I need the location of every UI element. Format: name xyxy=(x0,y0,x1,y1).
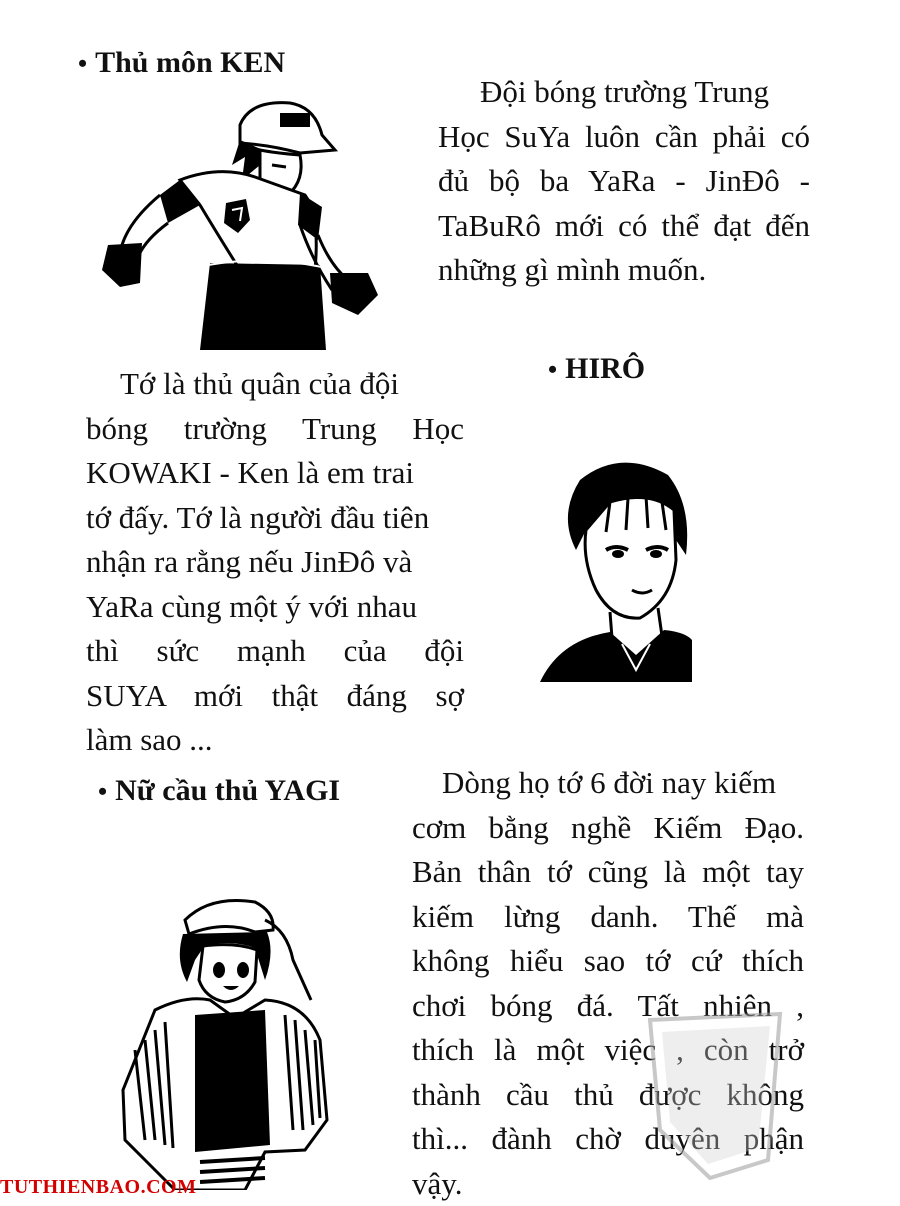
text-line: những gì mình muốn. xyxy=(438,248,810,293)
yagi-player-illustration xyxy=(115,890,340,1190)
text-line: tớ đấy. Tớ là người đầu tiên xyxy=(86,496,464,541)
text-line: vậy. xyxy=(412,1162,804,1206)
text-line: Đội bóng trường Trung xyxy=(438,70,810,115)
text-line: thành cầu thủ được không xyxy=(412,1073,804,1118)
text-line: YaRa cùng một ý với nhau xyxy=(86,585,464,630)
bullet: • xyxy=(548,355,557,384)
text-line: cơm bằng nghề Kiếm Đạo. xyxy=(412,806,804,851)
text-line: không hiểu sao tớ cứ thích xyxy=(412,939,804,984)
text-line: thì... đành chờ duyên phận xyxy=(412,1117,804,1162)
text-line: kiếm lừng danh. Thế mà xyxy=(412,895,804,940)
publisher-stamp-logo xyxy=(640,1010,790,1185)
site-watermark: TUTHIENBAO.COM xyxy=(0,1176,196,1199)
text-line: SUYA mới thật đáng sợ xyxy=(86,674,464,719)
ken-heading-text: Thủ môn KEN xyxy=(95,46,285,79)
yagi-heading xyxy=(98,774,340,808)
text-line: chơi bóng đá. Tất nhiên , xyxy=(412,984,804,1029)
text-line: làm sao ... xyxy=(86,718,464,763)
ken-captain-text xyxy=(86,362,464,763)
text-line: nhận ra rằng nếu JinĐô và xyxy=(86,540,464,585)
hiro-heading xyxy=(548,352,645,386)
hiro-heading-text: HIRÔ xyxy=(565,352,645,385)
ken-heading xyxy=(78,46,285,80)
yagi-heading-text: Nữ cầu thủ YAGI xyxy=(115,774,340,807)
bullet: • xyxy=(78,49,87,78)
text-line: TaBuRô mới có thể đạt đến xyxy=(438,204,810,249)
text-line: đủ bộ ba YaRa - JinĐô - xyxy=(438,159,810,204)
text-line: Dòng họ tớ 6 đời nay kiếm xyxy=(412,761,804,806)
text-line: bóng trường Trung Học xyxy=(86,407,464,452)
text-line: thích là một việc , còn trở xyxy=(412,1028,804,1073)
text-line: Bản thân tớ cũng là một tay xyxy=(412,850,804,895)
ken-intro-text xyxy=(438,70,810,293)
text-line: thì sức mạnh của đội xyxy=(86,629,464,674)
text-line: Học SuYa luôn cần phải có xyxy=(438,115,810,160)
text-line: Tớ là thủ quân của đội xyxy=(86,362,464,407)
hiro-portrait-illustration xyxy=(540,450,700,690)
bullet: • xyxy=(98,777,107,806)
text-line: KOWAKI - Ken là em trai xyxy=(86,451,464,496)
ken-goalkeeper-illustration xyxy=(100,95,400,355)
